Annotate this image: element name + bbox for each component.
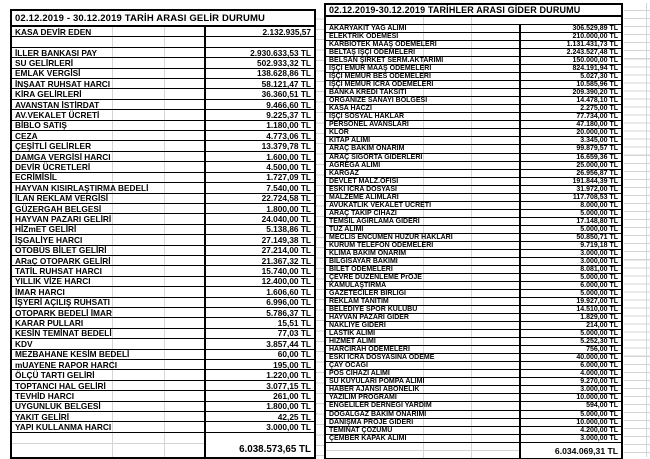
row-value: 3.000,00 TL — [580, 386, 618, 394]
table-row — [326, 186, 621, 194]
table-row — [12, 422, 314, 432]
row-label: ARAÇ BAKIM ONARIM — [326, 145, 521, 152]
row-label: KARAR PULLARI — [12, 318, 206, 327]
row-value: 5.000,00 TL — [580, 330, 618, 338]
row-value: 15,51 TL — [277, 318, 311, 328]
row-value: 150.000,00 TL — [572, 57, 618, 65]
table-row — [12, 27, 314, 37]
table-row — [12, 79, 314, 89]
table-row — [326, 258, 621, 266]
row-value: 4.773,06 TL — [266, 131, 311, 141]
table-row — [326, 97, 621, 105]
row-label: AKARYAKIT YAĞ ALIMI — [326, 25, 521, 32]
row-value: 14.510,00 TL — [576, 306, 618, 314]
table-row — [326, 266, 621, 274]
income-table-title: 02.12.2019 - 30.12.2019 TARİH ARASI GELİR DURUMU — [12, 11, 314, 27]
table-row — [326, 73, 621, 81]
row-value — [206, 37, 314, 46]
row-value: 261,00 TL — [273, 391, 311, 401]
row-value: 594,00 TL — [586, 402, 618, 410]
table-row — [12, 308, 314, 318]
row-value: 1.180,00 TL — [266, 120, 311, 131]
row-value: 2.275,00 TL — [580, 105, 618, 113]
row-label: KARBİOTEK MAAŞ ÖDEMELERİ — [326, 41, 521, 48]
table-row — [326, 338, 621, 346]
expense-table-footer — [326, 443, 621, 458]
row-label: İŞÇİ SOSYAL HAKLAR — [326, 113, 521, 120]
row-label: HABER AJANSI ABONELİK — [326, 386, 521, 393]
row-label: MALZEME ALIMLARI — [326, 194, 521, 201]
row-label: İŞYERİ AÇILIŞ RUHSATI — [12, 298, 206, 307]
table-row — [326, 411, 621, 419]
table-row — [12, 339, 314, 349]
table-row — [12, 183, 314, 193]
row-label: EMLAK VERGİSİ — [12, 69, 206, 78]
row-label: HİZmET GELİRİ — [12, 225, 206, 234]
table-row — [326, 330, 621, 338]
row-label: KURUM TELEFON ÖDEMELERİ — [326, 242, 521, 249]
row-label: İŞÇİ MEMUR İCRA ÖDEMELERİ — [326, 81, 521, 88]
table-row — [12, 381, 314, 391]
table-row — [326, 362, 621, 370]
row-value: 5.000,00 TL — [580, 209, 618, 217]
table-row — [326, 354, 621, 362]
table-row — [12, 173, 314, 183]
row-value: 6.000,00 TL — [580, 362, 618, 370]
row-label: DANIŞMA PROJE GİDERİ — [326, 419, 521, 426]
row-value: 16.659,36 TL — [576, 153, 618, 161]
table-row — [326, 234, 621, 242]
row-value: 9.719,18 TL — [580, 241, 618, 249]
row-label: PERSONEL AVANSLARI — [326, 121, 521, 128]
row-value: 210.000,00 TL — [572, 33, 618, 41]
row-label: ENGELİLER DERNEĞİ YARDIM — [326, 402, 521, 409]
row-value: 8.000,00 TL — [580, 201, 618, 209]
table-row — [12, 214, 314, 224]
table-row — [12, 360, 314, 370]
table-row — [326, 178, 621, 186]
row-label: MECLİS ENCÜMEN HUZUR HAKLARI — [326, 234, 521, 241]
row-label: OTOPARK BEDELİ İMAR — [12, 308, 206, 317]
row-label: DEVLET MALZ.OFİSİ — [326, 178, 521, 185]
row-label: KASA DEVİR EDEN — [12, 27, 206, 36]
row-value: 27.214,00 TL — [261, 245, 311, 255]
row-label: KESİN TEMİNAT BEDELİ — [12, 329, 206, 338]
row-value: 7.540,00 TL — [266, 183, 311, 193]
row-label: KLOR — [326, 129, 521, 136]
row-label: KARGAZ — [326, 170, 521, 177]
row-label: BİLGİSAYAR BAKIMI — [326, 258, 521, 265]
row-value: 1.220,00 TL — [266, 370, 311, 380]
table-row — [12, 141, 314, 151]
table-row — [12, 204, 314, 214]
row-value: 1.800,00 TL — [266, 401, 311, 412]
income-table-body — [12, 27, 314, 433]
row-label: TEMİNAT ÇÖZÜMÜ — [326, 427, 521, 434]
row-label: TATİL RUHSAT HARCI — [12, 266, 206, 275]
row-value: 4.200,00 TL — [580, 426, 618, 434]
row-label: TOPTANCI HAL GELİRİ — [12, 381, 206, 390]
row-label: KASA HACZİ — [326, 105, 521, 112]
table-row — [326, 194, 621, 202]
row-value: 3.000,00 TL — [580, 257, 618, 265]
row-value: 1.606,60 TL — [266, 287, 311, 297]
expense-table-spacer-row — [326, 17, 621, 25]
row-label: mUAYENE RAPOR HARCI — [12, 360, 206, 369]
row-value: 5.000,00 TL — [580, 290, 618, 298]
row-label: AV.VEKALET ÜCRETİ — [12, 110, 206, 119]
row-value: 21.367,32 TL — [261, 255, 311, 266]
row-label: DAMGA VERGİSİ HARCI — [12, 152, 206, 161]
row-value: 3.000,00 TL — [266, 422, 311, 432]
row-value: 20.000,00 TL — [576, 129, 618, 137]
row-value: 6.996,00 TL — [266, 297, 311, 307]
row-value: 14.478,10 TL — [576, 97, 618, 105]
row-value: 2.132.935,57 — [262, 27, 311, 37]
row-value: 209.390,20 TL — [572, 89, 618, 97]
row-value: 214,00 TL — [586, 322, 618, 330]
row-label: YILLIK VİZE HARCI — [12, 277, 206, 286]
row-value: 36.360,51 TL — [261, 89, 311, 99]
row-value: 3.345,00 TL — [580, 137, 618, 145]
row-value: 4.500,00 TL — [266, 162, 311, 172]
income-table — [10, 9, 316, 459]
row-value: 5.252,30 TL — [580, 338, 618, 346]
table-row — [326, 282, 621, 290]
row-value: 5.027,30 TL — [580, 73, 618, 81]
row-label: HAYVAN KISIRLAŞTIRMA BEDELİ — [12, 183, 206, 192]
table-row — [12, 391, 314, 401]
row-value: 47.180,00 TL — [576, 121, 618, 129]
row-label: LASTİK ALIMI — [326, 330, 521, 337]
row-label: ELEKTRİK ÖDEMESİ — [326, 33, 521, 40]
row-value: 6.000,00 TL — [580, 282, 618, 290]
row-label: BİBLO SATIŞ — [12, 121, 206, 130]
expense-total-value: 6.034.069,31 TL — [554, 445, 618, 456]
row-label: GAZETECİLER BİRLİĞİ — [326, 290, 521, 297]
table-row — [326, 105, 621, 113]
table-row — [12, 287, 314, 297]
table-row — [326, 314, 621, 322]
table-row — [326, 89, 621, 97]
row-label: NAKLİYE GİDERİ — [326, 322, 521, 329]
row-label: BANKA KREDİ TAKSİTİ — [326, 89, 521, 96]
table-row — [326, 162, 621, 170]
table-row — [326, 41, 621, 49]
row-value: 756,00 TL — [586, 346, 618, 354]
row-value: 26.956,87 TL — [576, 169, 618, 177]
table-row — [326, 49, 621, 57]
table-row — [12, 318, 314, 328]
row-value: 2.243.527,48 TL — [566, 49, 618, 57]
row-value: 60,00 TL — [277, 349, 311, 359]
income-total-value: 6.038.573,65 TL — [239, 443, 311, 455]
expense-table-title: 02.12.2019-30.12.2019 TARİHLER ARASI GİDER DURUMU — [326, 5, 621, 17]
row-value: 1.829,00 TL — [580, 314, 618, 322]
row-value: 22.724,58 TL — [261, 193, 311, 203]
row-value: 1.727,09 TL — [266, 172, 311, 183]
row-value: 9.270,00 TL — [580, 378, 618, 386]
row-value: 10.000,00 TL — [576, 394, 618, 402]
row-label — [12, 37, 206, 46]
table-row — [326, 81, 621, 89]
row-label: ORGANİZE SANAYİ BÖLGESİ — [326, 97, 521, 104]
excel-gridlines-right — [624, 3, 650, 457]
row-value: 191.844,39 TL — [572, 177, 618, 185]
table-row — [326, 306, 621, 314]
table-row — [326, 137, 621, 145]
table-row — [326, 25, 621, 33]
table-row — [326, 226, 621, 234]
row-label: TEMSİL AĞIRLAMA GİDERİ — [326, 218, 521, 225]
table-row — [326, 274, 621, 282]
row-label: KAMULAŞTIRMA — [326, 282, 521, 289]
table-row — [12, 110, 314, 120]
table-row — [326, 33, 621, 41]
table-row — [12, 58, 314, 68]
table-row — [326, 250, 621, 258]
row-label: AVANSTAN İSTİRDAT — [12, 100, 206, 109]
row-label: BELEDİYE SPOR KULÜBÜ — [326, 306, 521, 313]
row-label: POS CİHAZI ALIMI — [326, 370, 521, 377]
table-row — [326, 435, 621, 443]
row-value: 24.040,00 TL — [261, 214, 311, 224]
row-value: 10.000,00 TL — [576, 418, 618, 426]
row-value: 5.138,86 TL — [266, 224, 311, 235]
row-label: ARAÇ SİGORTA GİDERLERİ — [326, 154, 521, 161]
table-row — [326, 129, 621, 137]
row-label: İŞÇİ MEMUR BES ÖDEMELERİ — [326, 73, 521, 80]
row-label: TUZ ALIMI — [326, 226, 521, 233]
table-row — [326, 427, 621, 435]
table-row — [326, 65, 621, 73]
row-label: ÇEMBER KAPAK ALIMI — [326, 435, 521, 442]
table-row — [326, 121, 621, 129]
table-row — [12, 152, 314, 162]
table-row — [12, 69, 314, 79]
row-value: 3.000,00 TL — [580, 249, 618, 257]
row-label: KLİMA BAKIM ONARIM — [326, 250, 521, 257]
table-row — [326, 242, 621, 250]
row-value: 502.933,32 TL — [257, 58, 311, 68]
excel-gridlines-gap — [316, 9, 324, 456]
table-row — [326, 145, 621, 153]
table-row — [12, 89, 314, 99]
row-value: 1.600,00 TL — [266, 151, 311, 162]
row-value: 195,00 TL — [273, 360, 311, 370]
row-value: 5.000,00 TL — [580, 225, 618, 233]
row-label: ESKİ İCRA DOSYASI — [326, 186, 521, 193]
row-value: 2.930.633,53 TL — [250, 47, 311, 58]
row-value: 5.786,37 TL — [266, 307, 311, 318]
table-row — [12, 48, 314, 58]
row-value: 19.927,00 TL — [576, 298, 618, 306]
expense-table-body — [326, 25, 621, 443]
row-value: 1.800,00 TL — [266, 203, 311, 214]
row-value: 1.131.431,73 TL — [566, 41, 618, 49]
table-row — [12, 266, 314, 276]
table-row — [12, 329, 314, 339]
row-value: 99.879,57 TL — [576, 145, 618, 153]
income-footer-empty-cell — [12, 433, 206, 457]
row-value: 13.379,78 TL — [261, 141, 311, 151]
row-value: 117.708,53 TL — [572, 193, 618, 201]
row-label: YAPI KULLANMA HARCI — [12, 422, 206, 431]
row-value: 77,03 TL — [277, 328, 311, 339]
table-row — [12, 256, 314, 266]
row-label: İLAN REKLAM VERGİSİ — [12, 194, 206, 203]
row-label: OTOBÜS BİLET GELİRİ — [12, 246, 206, 255]
table-row — [326, 346, 621, 354]
row-value: 8.081,00 TL — [580, 265, 618, 273]
table-row — [326, 298, 621, 306]
row-label: HAYVAN PAZARI GELİRİ — [12, 214, 206, 223]
row-label: SU GELİRLERİ — [12, 58, 206, 67]
row-label: MEZBAHANE KESİM BEDELİ — [12, 350, 206, 359]
table-row — [12, 350, 314, 360]
row-value: 15.740,00 TL — [261, 266, 311, 276]
row-label: SU KUYULARI POMPA ALIMI — [326, 378, 521, 385]
income-table-footer — [12, 433, 314, 457]
row-label: GÜZERGAH BELGESİ — [12, 204, 206, 213]
table-row — [326, 113, 621, 121]
table-row — [326, 170, 621, 178]
row-value: 824.191,94 TL — [572, 65, 618, 73]
table-row — [12, 370, 314, 380]
table-row — [326, 419, 621, 427]
table-row — [326, 210, 621, 218]
row-value: 10.585,96 TL — [576, 81, 618, 89]
expense-footer-empty-cell — [326, 443, 521, 458]
row-label: YAZILIM PROĞRAMI — [326, 394, 521, 401]
table-row — [326, 218, 621, 226]
row-label: KİTAP ALIMI — [326, 137, 521, 144]
row-value: 9.225,37 TL — [266, 110, 311, 120]
table-row — [326, 394, 621, 402]
table-row — [326, 154, 621, 162]
table-row — [12, 235, 314, 245]
row-value: 5.000,00 TL — [580, 273, 618, 281]
table-row — [326, 202, 621, 210]
table-row — [326, 386, 621, 394]
row-label: AVUKATLIK VEKALET ÜCRETİ — [326, 202, 521, 209]
table-row — [12, 298, 314, 308]
table-row — [12, 402, 314, 412]
table-row — [12, 37, 314, 47]
row-value: 40.000,00 TL — [576, 354, 618, 362]
row-label: HARCIRAH ÖDEMELERİ — [326, 346, 521, 353]
row-label: ÇEVRE DÜZENLEME PrOJE — [326, 274, 521, 281]
row-value: 50.850,71 TL — [576, 233, 618, 241]
row-value: 17.148,80 TL — [576, 217, 618, 225]
row-label: BELTAŞ İŞÇİ ÖDEMELERİ — [326, 49, 521, 56]
row-label: İMAR HARCI — [12, 287, 206, 296]
expense-table — [324, 3, 623, 459]
row-value: 3.077,15 TL — [266, 380, 311, 391]
row-label: BİLET ÖDEMELERİ — [326, 266, 521, 273]
row-value: 4.000,00 TL — [580, 370, 618, 378]
table-row — [12, 131, 314, 141]
row-label: AGREGA ALIMI — [326, 162, 521, 169]
row-label: DEVİR ÜCRETLERİ — [12, 162, 206, 171]
row-value: 42,25 TL — [277, 412, 311, 422]
row-value: 138.628,86 TL — [257, 68, 311, 79]
row-label: ÖLÇÜ TARTI GELİRİ — [12, 370, 206, 379]
row-label: TEVHİD HARCI — [12, 391, 206, 400]
row-label: KİRA GELİRLERİ — [12, 89, 206, 98]
row-label: DOĞALGAZ BAKIM ONARIMI — [326, 411, 521, 418]
table-row — [12, 246, 314, 256]
row-label: YAKIT GELİRİ — [12, 412, 206, 421]
row-label: REKLAM TANITIM — [326, 298, 521, 305]
row-label: İŞÇİ EMUR MAAŞ ÖDEMELERİ — [326, 65, 521, 72]
row-label: İLLER BANKASI PAY — [12, 48, 206, 57]
row-value: 77.734,00 TL — [576, 113, 618, 121]
row-value: 31.972,00 TL — [576, 185, 618, 193]
row-label: HAYVAN PAZARI GİDER — [326, 314, 521, 321]
row-label: İNŞAAT RUHSAT HARCI — [12, 79, 206, 88]
table-row — [326, 370, 621, 378]
row-label: CEZA — [12, 131, 206, 140]
table-row — [12, 225, 314, 235]
row-value: 12.400,00 TL — [261, 276, 311, 287]
table-row — [326, 378, 621, 386]
row-value: 25.000,00 TL — [576, 161, 618, 169]
table-row — [12, 277, 314, 287]
table-row — [12, 100, 314, 110]
row-value: 5.000,00 TL — [580, 410, 618, 418]
row-value: 3.857,44 TL — [266, 339, 311, 349]
row-label: BELSAN ŞİRKET SERM.AKTARIMI — [326, 57, 521, 64]
row-value: 27.149,38 TL — [261, 235, 311, 245]
row-value: 58.121,47 TL — [261, 79, 311, 89]
row-label: ÇAY OCAĞI — [326, 362, 521, 369]
row-label: İŞGALİYE HARCI — [12, 235, 206, 244]
table-row — [12, 412, 314, 422]
table-row — [326, 57, 621, 65]
table-row — [12, 194, 314, 204]
row-label: ARaÇ OTOPARK GELİRİ — [12, 256, 206, 265]
row-label: ESKİ İCRA DOSYASINA ÖDEME — [326, 354, 521, 361]
row-label: KDV — [12, 339, 206, 348]
row-label: UYGUNLUK BELGESİ — [12, 402, 206, 411]
row-value: 306.529,89 TL — [572, 25, 618, 33]
table-row — [326, 402, 621, 410]
table-row — [326, 290, 621, 298]
table-row — [12, 121, 314, 131]
row-value: 9.466,60 TL — [266, 99, 311, 110]
table-row — [12, 162, 314, 172]
row-label: ARAÇ TAKİP CİHAZI — [326, 210, 521, 217]
row-label: ECRİMİSİL — [12, 173, 206, 182]
row-label: HİZMET ALIMI — [326, 338, 521, 345]
table-row — [326, 322, 621, 330]
row-value: 3.000,00 TL — [580, 434, 618, 442]
row-label: ÇEŞİTLİ GELİRLER — [12, 141, 206, 150]
